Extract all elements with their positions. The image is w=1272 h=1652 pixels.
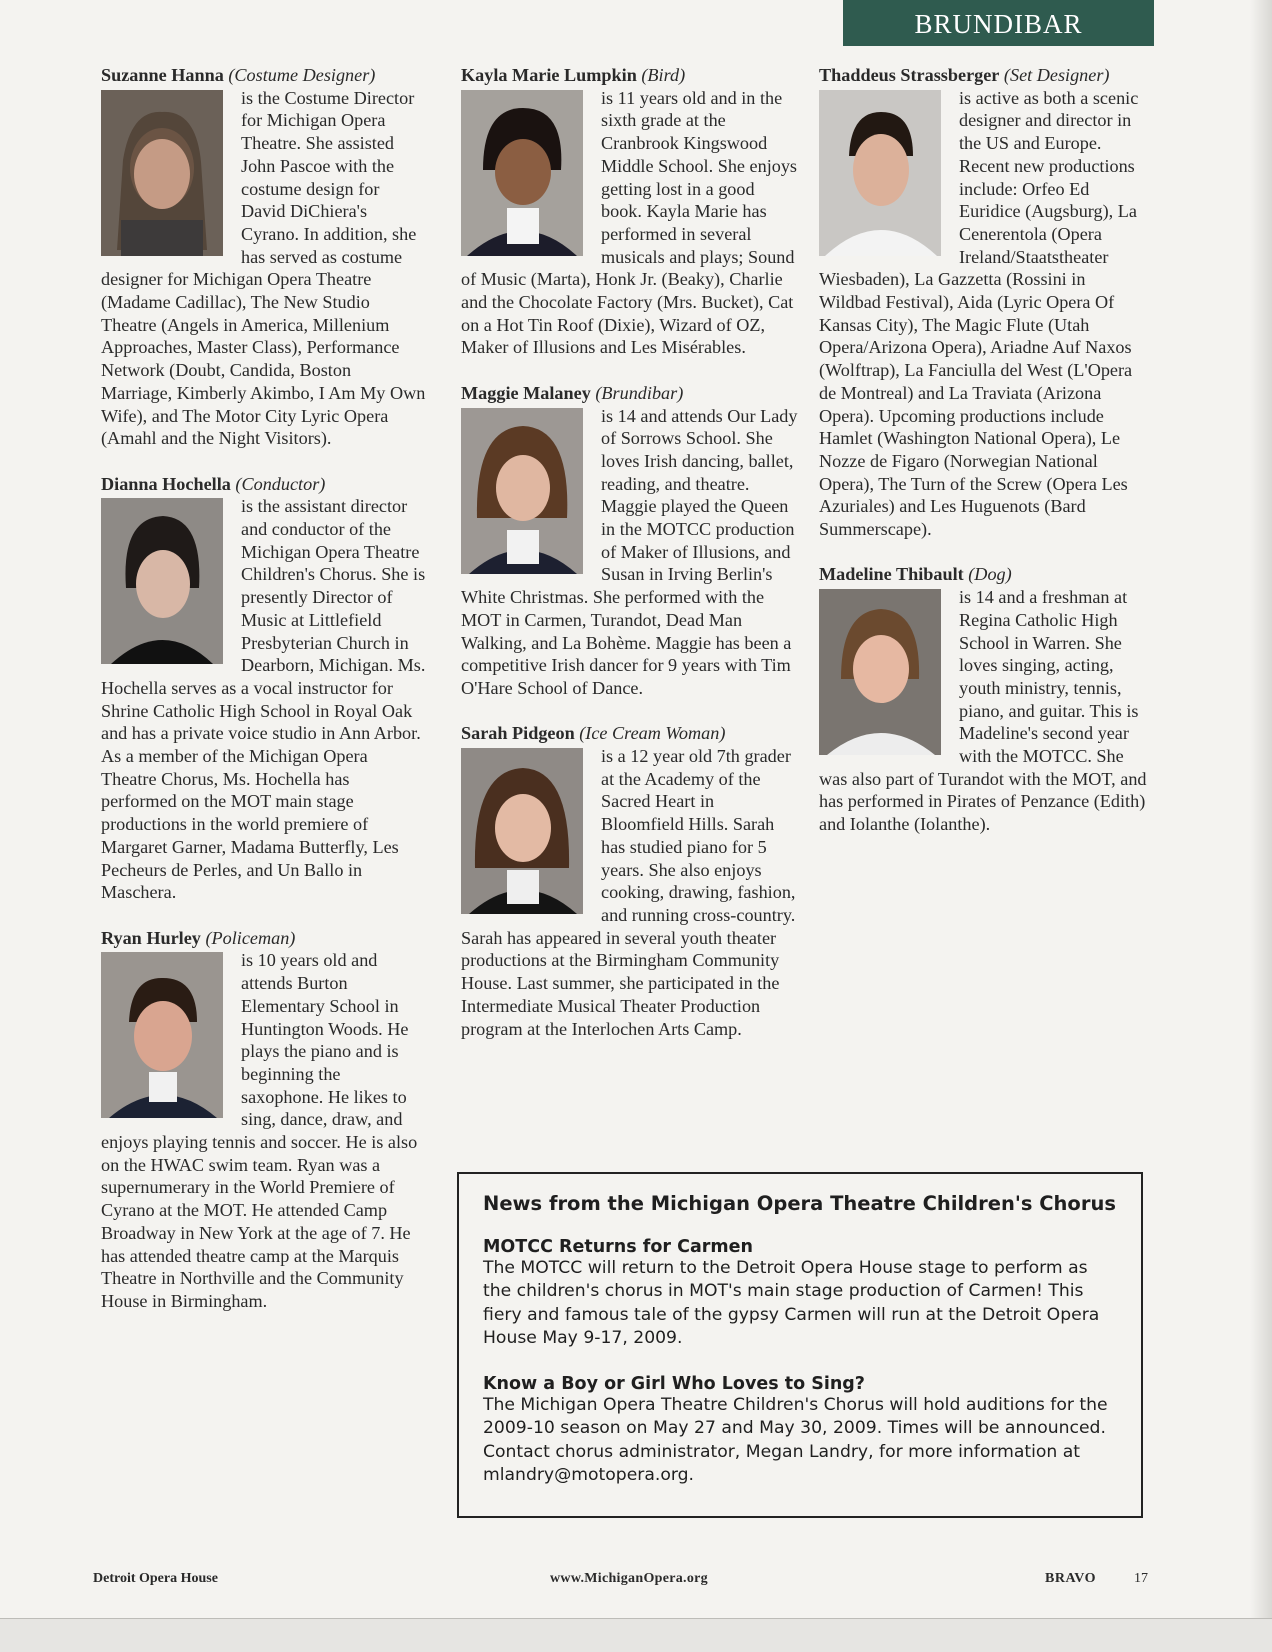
portrait-photo	[461, 748, 583, 914]
portrait-photo	[101, 498, 223, 664]
bio-role: (Conductor)	[235, 473, 326, 494]
news-box	[457, 1172, 1143, 1518]
bio-name: Suzanne Hanna	[101, 65, 224, 85]
bio-sarah-pidgeon	[461, 722, 799, 1040]
bio-role: (Bird)	[641, 65, 686, 85]
news-heading-auditions: Know a Boy or Girl Who Loves to Sing?	[483, 1374, 865, 1395]
bio-role: (Ice Cream Woman)	[579, 723, 726, 744]
bio-text: is 10 years old and attends Burton Elementary School in Huntington Woods. He plays the piano and is beginning the saxophone. He likes to sing, dance, draw, and enjoys playing tennis and soccer. He is also on the HWAC swim team. Ryan was a supernumerary in the World Premiere of Cyrano at the MOT. He attended Camp Broadway in New York at the age of 7. He has attended theatre camp at the Marquis Theatre in Northville and the Community House in Birmingham.	[101, 950, 418, 1311]
portrait-photo	[819, 90, 941, 256]
page-number: 17	[1134, 1571, 1148, 1586]
bio-text: is 11 years old and in the sixth grade at the Cranbrook Kingswood Middle School. She enjoys getting lost in a good book. Kayla Marie has performed in several musicals and plays; Sound of Music (Marta), Honk Jr. (Beaky), Charlie and the Chocolate Factory (Mrs. Bucket), Cat on a Hot Tin Roof (Dixie), Wizard of OZ, Maker of Illusions and Les Misérables.	[461, 87, 798, 358]
bio-name: Madeline Thibault	[819, 564, 964, 585]
footer-publication: BRAVO	[1045, 1571, 1096, 1586]
footer-venue: Detroit Opera House	[93, 1571, 218, 1586]
column-1	[101, 64, 426, 1335]
bio-name: Sarah Pidgeon	[461, 723, 575, 744]
bio-role: (Set Designer)	[1003, 65, 1110, 85]
news-title: News from the Michigan Opera Theatre Children's Chorus	[483, 1192, 1116, 1215]
bio-ryan-hurley	[101, 927, 426, 1313]
bio-role: (Policeman)	[205, 927, 296, 948]
bio-role: (Costume Designer)	[228, 65, 376, 85]
bio-name: Kayla Marie Lumpkin	[461, 65, 637, 85]
page-edge-shadow	[1250, 0, 1272, 1651]
bio-thaddeus-strassberger	[819, 64, 1151, 541]
bio-text: is active as both a scenic designer and director in the US and Europe. Recent new productions include: Orfeo Ed Euridice (Augsburg), La Cenerentola (Opera Ireland/Staatstheater Wiesbaden), La Gazzetta (Rossini in Wildbad Festival), Aida (Lyric Opera Of Kansas City), The Magic Flute (Utah Opera/Arizona Opera), Ariadne Auf Naxos (Wolftrap), La Fanciulla del West (L'Opera de Montreal) and La Traviata (Arizona Opera). Upcoming productions include Hamlet (Washington National Opera), Le Nozze de Figaro (Norwegian National Opera), The Turn of the Screw (Opera Les Azuriales) and Les Huguenots (Bard Summerscape).	[819, 87, 1139, 540]
news-heading-carmen: MOTCC Returns for Carmen	[483, 1237, 753, 1257]
bio-kayla-marie-lumpkin	[461, 64, 799, 359]
portrait-photo	[101, 952, 223, 1118]
portrait-photo	[461, 408, 583, 574]
bio-name: Maggie Malaney	[461, 382, 591, 403]
portrait-photo	[461, 90, 583, 256]
bio-text: is 14 and attends Our Lady of Sorrows School. She loves Irish dancing, ballet, reading, and theatre. Maggie played the Queen in the MOTCC production of Maker of Illusions, and Susan in Irving Berlin's White Christmas. She performed with the MOT in Carmen, Turandot, Dead Man Walking, and La Bohème. Maggie has been a competitive Irish dancer for 9 years with Tim O'Hare School of Dance.	[461, 405, 798, 698]
news-body-carmen: The MOTCC will return to the Detroit Opera House stage to perform as the children's chorus in MOT's main stage production of Carmen! This fiery and famous tale of the gypsy Carmen will run at the Detroit Opera House May 9-17, 2009.	[483, 1258, 1100, 1348]
portrait-photo	[819, 589, 941, 755]
portrait-photo	[101, 90, 223, 256]
bio-madeline-thibault	[819, 563, 1151, 835]
column-2	[461, 64, 799, 1063]
bio-text: is the Costume Director for Michigan Opera Theatre. She assisted John Pascoe with the costume design for David DiChiera's Cyrano. In addition, she has served as costume designer for Michigan Opera Theatre (Madame Cadillac), The New Studio Theatre (Angels in America, Millenium Approaches, Master Class), Performance Network (Doubt, Candida, Boston Marriage, Kimberly Akimbo, I Am My Own Wife), and The Motor City Lyric Opera (Amahl and the Night Visitors).	[101, 87, 426, 449]
bio-maggie-malaney	[461, 382, 799, 700]
bio-dianna-hochella	[101, 473, 426, 904]
bio-name: Ryan Hurley	[101, 927, 201, 948]
bio-text: is 14 and a freshman at Regina Catholic High School in Warren. She loves singing, acting, youth ministry, tennis, piano, and guitar. This is Madeline's second year with the MOTCC. She was also part of Turandot with the MOT, and has performed in Pirates of Penzance (Edith) and Iolanthe (Iolanthe).	[819, 587, 1147, 835]
bio-name: Dianna Hochella	[101, 473, 231, 494]
bio-role: (Brundibar)	[595, 382, 684, 403]
news-body-auditions: The Michigan Opera Theatre Children's Chorus will hold auditions for the 2009-10 season on May 27 and May 30, 2009. Times will be announced. Contact chorus administrator, Megan Landry, for more information at mlandry@motopera.org.	[483, 1395, 1108, 1486]
bio-suzanne-hanna	[101, 64, 426, 450]
bio-role: (Dog)	[968, 564, 1012, 585]
footer-website[interactable]: www.MichiganOpera.org	[550, 1571, 708, 1586]
bio-name: Thaddeus Strassberger	[819, 65, 1000, 85]
column-3	[819, 64, 1151, 859]
section-banner: BRUNDIBAR	[843, 0, 1154, 46]
bio-text: is a 12 year old 7th grader at the Academy of the Sacred Heart in Bloomfield Hills. Sarah has studied piano for 5 years. She also enjoys cooking, drawing, fashion, and running cross-country. Sarah has appeared in several youth theater productions at the Birmingham Community House. Last summer, she participated in the Intermediate Musical Theater Production program at the Interlochen Arts Camp.	[461, 746, 796, 1039]
bio-text: is the assistant director and conductor of the Michigan Opera Theatre Children's Chorus. She is presently Director of Music at Littlefield Presbyterian Church in Dearborn, Michigan. Ms. Hochella serves as a vocal instructor for Shrine Catholic High School in Royal Oak and has a private voice studio in Ann Arbor. As a member of the Michigan Opera Theatre Chorus, Ms. Hochella has performed on the MOT main stage productions in the world premiere of Margaret Garner, Madama Butterfly, Les Pecheurs de Perles, and Un Ballo in Maschera.	[101, 496, 426, 903]
page-bottom-edge	[0, 1618, 1272, 1652]
